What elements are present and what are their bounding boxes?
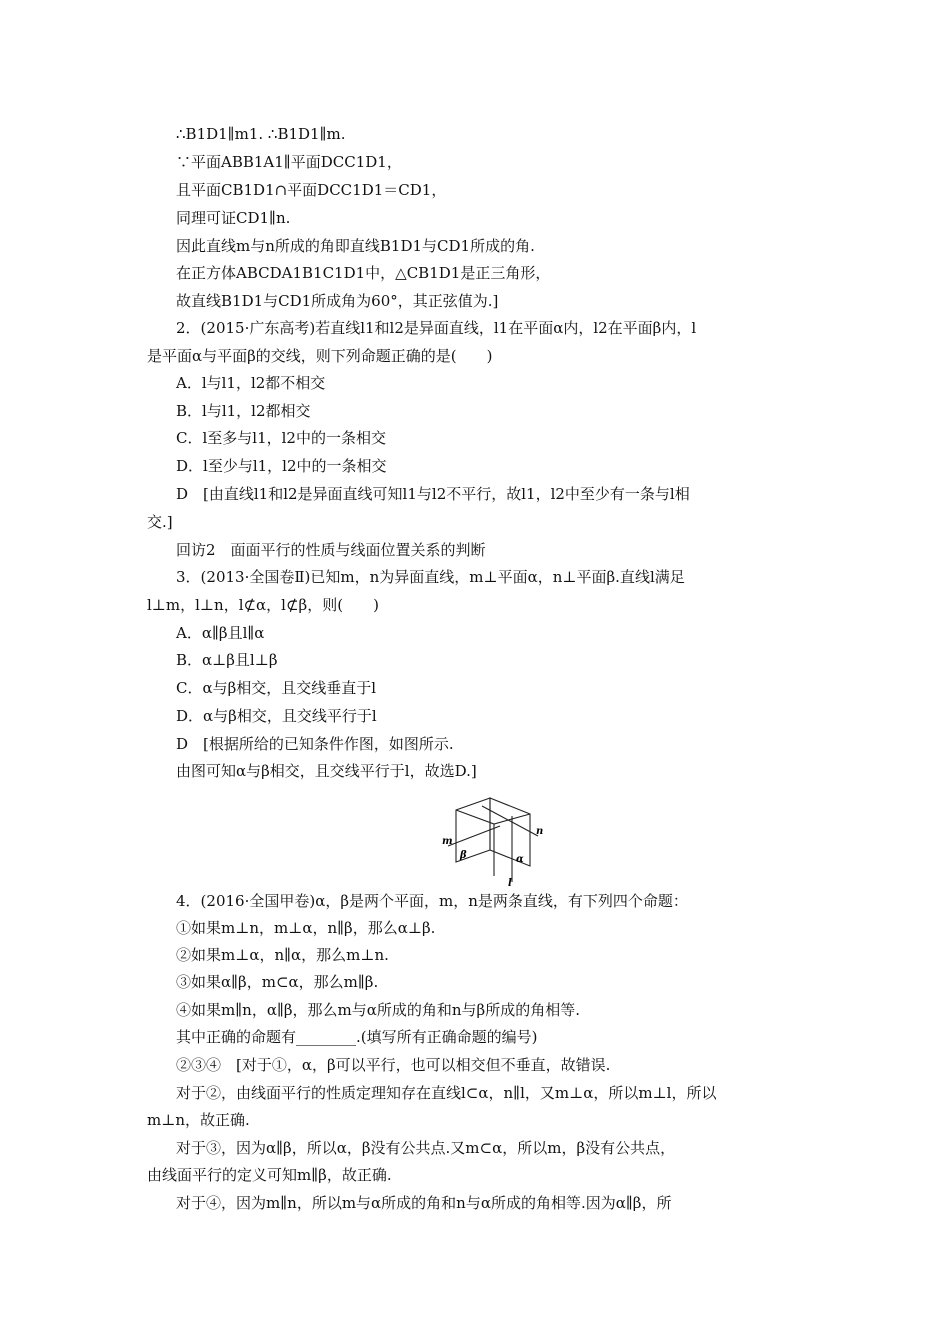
proposition-2: ②如果m⊥α，n∥α，那么m⊥n. xyxy=(176,946,389,964)
text-line: ∴B1D1∥m1. ∴B1D1∥m. xyxy=(176,125,346,143)
proposition-1: ①如果m⊥n，m⊥α，n∥β，那么α⊥β. xyxy=(176,919,436,937)
option-c: C．l至多与l1，l2中的一条相交 xyxy=(176,429,386,447)
question-3-stem: 3．(2013·全国卷Ⅱ)已知m，n为异面直线，m⊥平面α，n⊥平面β.直线l满足 xyxy=(176,568,685,586)
label-alpha: α xyxy=(516,854,524,865)
question-4-blank: 其中正确的命题有________.(填写所有正确命题的编号) xyxy=(176,1028,538,1046)
section-heading: 回访2 面面平行的性质与线面位置关系的判断 xyxy=(176,541,486,559)
option-a: A．l与l1，l2都不相交 xyxy=(176,374,326,392)
answer-4-part-3-cont: 由线面平行的定义可知m∥β，故正确. xyxy=(147,1166,392,1184)
answer-2-cont: 交.] xyxy=(147,513,173,531)
option-c: C．α与β相交，且交线垂直于l xyxy=(176,679,377,697)
text-line: 因此直线m与n所成的角即直线B1D1与CD1所成的角. xyxy=(176,237,535,255)
proposition-3: ③如果α∥β，m⊂α，那么m∥β. xyxy=(176,973,379,991)
answer-4: ②③④ [对于①，α，β可以平行，也可以相交但不垂直，故错误. xyxy=(176,1056,611,1074)
planes-diagram xyxy=(438,788,550,888)
plane-alpha xyxy=(490,798,530,866)
text-line: 故直线B1D1与CD1所成角为60°，其正弦值为.] xyxy=(176,292,499,310)
answer-3-cont: 由图可知α与β相交，且交线平行于l，故选D.] xyxy=(176,762,477,780)
question-2-stem: 2．(2015·广东高考)若直线l1和l2是异面直线，l1在平面α内，l2在平面β内，l xyxy=(176,319,697,337)
question-3-stem-cont: l⊥m，l⊥n，l⊄α，l⊄β，则( ) xyxy=(147,596,379,614)
answer-4-part-2-cont: m⊥n，故正确. xyxy=(147,1111,250,1129)
geometry-figure xyxy=(438,788,550,888)
option-d: D．l至少与l1，l2中的一条相交 xyxy=(176,457,387,475)
label-beta: β xyxy=(460,850,467,861)
option-a: A．α∥β且l∥α xyxy=(176,624,265,642)
answer-3: D [根据所给的已知条件作图，如图所示. xyxy=(176,735,454,753)
answer-4-part-3: 对于③，因为α∥β，所以α，β没有公共点.又m⊂α，所以m，β没有公共点， xyxy=(176,1139,676,1157)
question-2-stem-cont: 是平面α与平面β的交线，则下列命题正确的是( ) xyxy=(147,347,493,365)
option-b: B．l与l1，l2都相交 xyxy=(176,402,311,420)
label-l: l xyxy=(508,878,512,888)
text-line: 在正方体ABCDA1B1C1D1中，△CB1D1是正三角形， xyxy=(176,264,551,282)
option-d: D．α与β相交，且交线平行于l xyxy=(176,707,377,725)
answer-4-part-2: 对于②，由线面平行的性质定理知存在直线l⊂α，n∥l，又m⊥α，所以m⊥l，所以 xyxy=(176,1084,717,1102)
label-m: m xyxy=(442,836,453,847)
answer-4-part-4: 对于④，因为m∥n，所以m与α所成的角和n与α所成的角相等.因为α∥β，所 xyxy=(176,1194,672,1212)
text-line: 且平面CB1D1∩平面DCC1D1＝CD1， xyxy=(176,181,447,199)
question-4-stem: 4．(2016·全国甲卷)α，β是两个平面，m，n是两条直线，有下列四个命题： xyxy=(176,892,688,910)
option-b: B．α⊥β且l⊥β xyxy=(176,651,278,669)
label-n: n xyxy=(536,826,544,837)
proposition-4: ④如果m∥n，α∥β，那么m与α所成的角和n与β所成的角相等. xyxy=(176,1001,580,1019)
answer-2: D [由直线l1和l2是异面直线可知l1与l2不平行，故l1，l2中至少有一条与l相 xyxy=(176,485,690,503)
text-line: 同理可证CD1∥n. xyxy=(176,209,291,227)
text-line: ∵平面ABB1A1∥平面DCC1D1， xyxy=(176,153,402,171)
